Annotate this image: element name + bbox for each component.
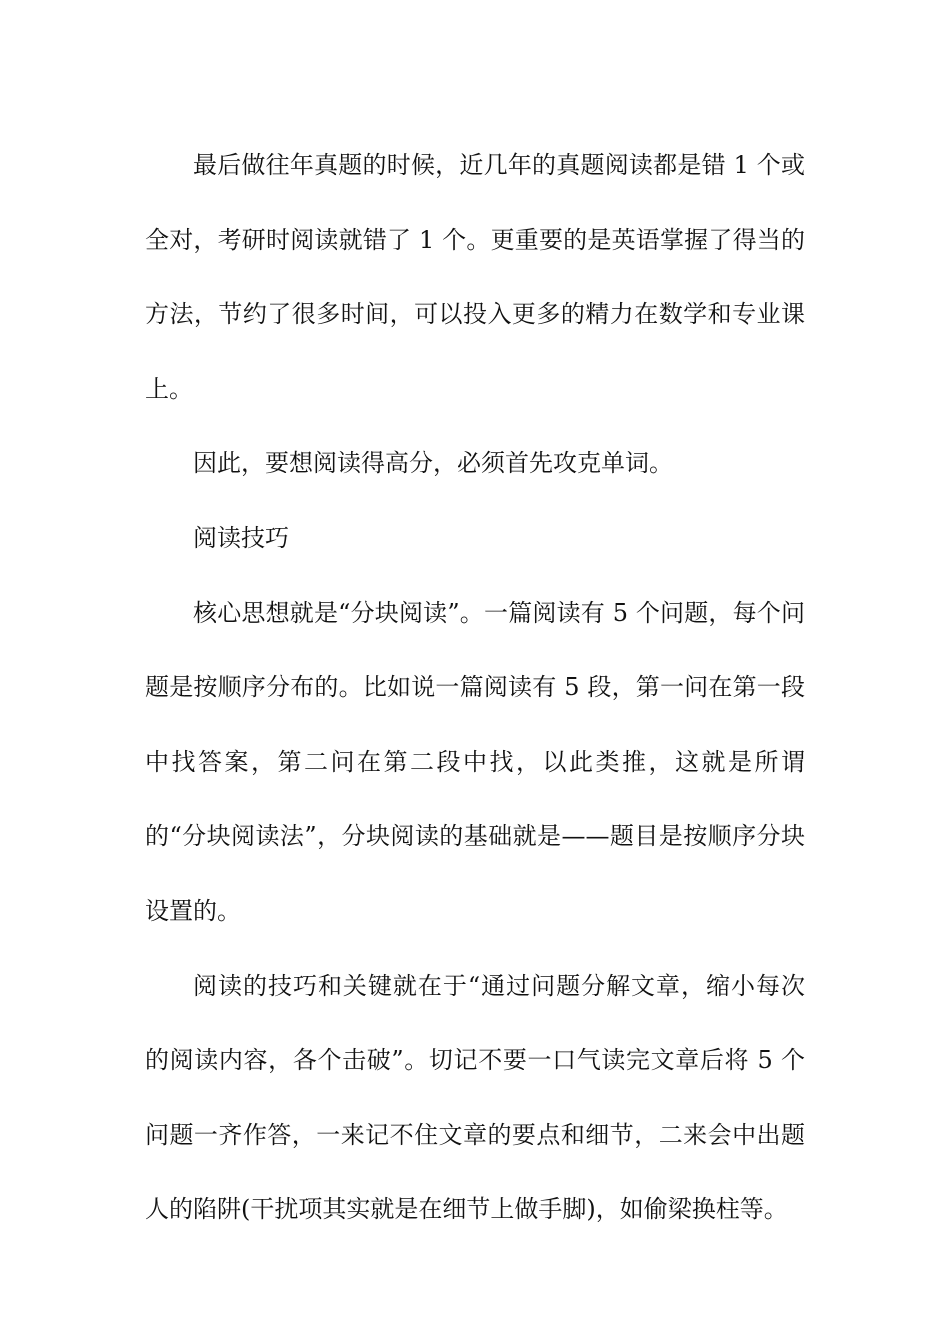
paragraph-core-idea: 核心思想就是“分块阅读”。一篇阅读有 5 个问题，每个问题是按顺序分布的。比如说一篇阅读有 5 段，第一问在第一段中找答案，第二问在第二段中找，以此类推，这就是所谓的“分块阅读法”，分块阅读的基础就是——题目是按顺序分块设置的。 bbox=[145, 598, 805, 925]
section-heading-reading-skills: 阅读技巧 bbox=[193, 523, 289, 552]
paragraph-past-exams: 最后做往年真题的时候，近几年的真题阅读都是错 1 个或全对，考研时阅读就错了 1 个。更重要的是英语掌握了得当的方法，节约了很多时间，可以投入更多的精力在数学和专业课上。 bbox=[145, 151, 805, 403]
paragraph-conclusion: 因此，要想阅读得高分，必须首先攻克单词。 bbox=[193, 449, 673, 478]
paragraph-reading-key: 阅读的技巧和关键就在于“通过问题分解文章，缩小每次的阅读内容，各个击破”。切记不要一口气读完文章后将 5 个问题一齐作答，一来记不住文章的要点和细节，二来会中出题人的陷阱(干扰项其实就是在细节上做手脚)，如偷梁换柱等。 bbox=[145, 971, 805, 1224]
document-body bbox=[145, 128, 805, 1247]
